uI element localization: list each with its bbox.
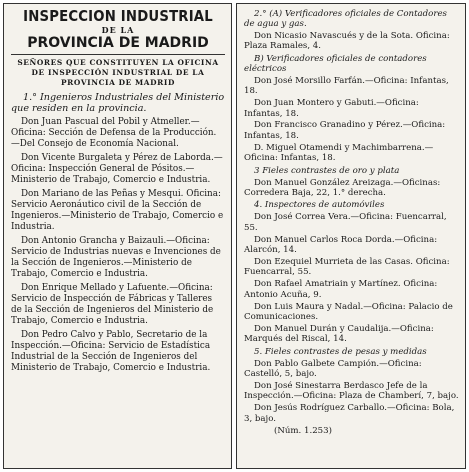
section-5-heading: 5. Fieles contrastes de pesas y medidas (254, 346, 427, 357)
list-item: Don Mariano de las Peñas y Mesqui. Oficina: Servicio Aeronáutico civil de la Sección de Ingenieros.—Ministerio de Trabajo, Comercio e Industria. (11, 189, 224, 232)
list-item: Don Manuel Carlos Roca Dorda.—Oficina: Alarcón, 14. (244, 234, 438, 256)
list-item: D. Miguel Otamendi y Machimbarrena.—Oficina: Infantas, 18. (244, 142, 434, 164)
document-subtitle: PROVINCIA DE MADRID (27, 35, 209, 51)
list-item: Don Rafael Amatriain y Martínez. Oficina: Antonio Acuña, 9. (244, 279, 438, 300)
list-item: Don Antonio Grancha y Baizauli.—Oficina: Servicio de Industrias nuevas e Invenciones de la Sección de Ingenieros.—Ministerio de Trabajo, Comercio e Industria. (11, 236, 221, 279)
list-item: Don Pedro Calvo y Pablo, Secretario de la Inspección.—Oficina: Servicio de Estadística Industrial de la Sección de Ingenieros del Ministerio de Trabajo, Comercio e Industria. (11, 330, 211, 373)
section-3-heading: 3 Fieles contrastes de oro y plata (254, 165, 400, 176)
list-item: Don Manuel González Areizaga.—Oficinas: Corredera Baja, 22, 1.° derecha. (244, 177, 441, 198)
list-item: Don Nicasio Navascués y de la Sota. Oficina: Plaza Ramales, 4. (244, 31, 450, 52)
list-item: Don Pablo Galbete Campión.—Oficina: Castelló, 5, bajo. (244, 358, 422, 380)
document-title: INSPECCION INDUSTRIAL (23, 7, 213, 25)
title-connector: DE LA (101, 25, 135, 35)
list-item: Don Manuel Durán y Caudalija.—Oficina: Marqués del Riscal, 14. (244, 323, 434, 345)
list-item: Don Juan Montero y Gabuti.—Oficina: Infantas, 18. (244, 98, 419, 119)
section-2a-heading: 2.° (A) Verificadores oficiales de Contadores de agua y gas. (244, 9, 447, 29)
list-item: Don Vicente Burgaleta y Pérez de Laborda.—Oficina: Inspección General de Pósitos.—Ministerio de Trabajo, Comercio e Industria. (11, 153, 223, 185)
list-item: Don Jesús Rodríguez Carballo.—Oficina: Bola, 3, bajo. (244, 403, 455, 424)
announcement-number: (Núm. 1.253) (274, 425, 332, 436)
right-column (236, 3, 466, 469)
list-item: Don Francisco Granadino y Pérez.—Oficina: Infantas, 18. (244, 120, 446, 141)
list-item: Don José Sinestarra Berdasco Jefe de la Inspección.—Oficina: Plaza de Chamberí, 7, bajo. (244, 381, 459, 402)
list-item: Don Enrique Mellado y Lafuente.—Oficina: Servicio de Inspección de Fábricas y Talleres de la Sección de Ingenieros del Ministerio de Trabajo, Comercio e Industria. (11, 283, 214, 326)
intro-caption: SEÑORES QUE CONSTITUYEN LA OFICINA DE INSPECCIÓN INDUSTRIAL DE LA PROVINCIA DE MADRID (17, 58, 219, 87)
list-item: Don Ezequiel Murrieta de las Casas. Oficina: Fuencarral, 55. (244, 257, 450, 278)
left-column (3, 3, 232, 469)
list-item: Don José Correa Vera.—Oficina: Fuencarral, 55. (244, 212, 447, 233)
section-2b-heading: B) Verificadores oficiales de contadores eléctricos (244, 53, 427, 74)
section-4-heading: 4. Inspectores de automóviles (254, 200, 385, 211)
divider (11, 54, 225, 55)
section-1-heading: 1.° Ingenieros Industriales del Ministerio que residen en la provincia. (11, 92, 225, 114)
list-item: Don Juan Pascual del Pobil y Atmeller.—Oficina: Sección de Defensa de la Producción.—Del Consejo de Economía Nacional. (11, 117, 217, 149)
list-item: Don José Morsillo Farfán.—Oficina: Infantas, 18. (244, 75, 449, 97)
list-item: Don Luis Maura y Nadal.—Oficina: Palacio de Comunicaciones. (244, 301, 453, 323)
